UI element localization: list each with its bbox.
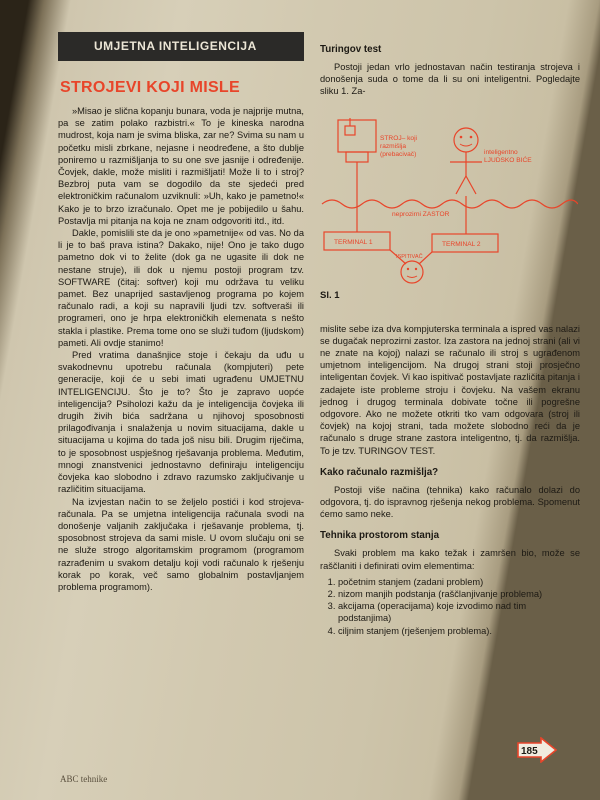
paragraph: Svaki problem ma kako težak i zamršen bio, može se raščlaniti i definirati ovim elementima: — [320, 548, 580, 571]
figure-svg — [320, 104, 578, 286]
section-header: UMJETNA INTELIGENCIJA — [58, 32, 304, 61]
terminal-1-label: TERMINAL 1 — [334, 238, 373, 246]
figure-caption: Sl. 1 — [320, 289, 340, 301]
human-leg-right — [466, 176, 476, 194]
left-column — [58, 32, 304, 593]
screen-label: neprozirni ZASTOR — [392, 210, 450, 218]
paragraph: Dakle, pomislili ste da je ono »pametnije« od vas. No da li je to baš prava istina? Dakako, nije! Ono je tako dugo pametno dok vi to želite (dok ga ne ugasite ili dok ne nestane struje), ili dok u njemu postoji program tzv. SOFTWARE (čitaj: softver) koji mu održava tu veliku pamet. Bez unaprijed sastavljenog programa po kojem računalo radi, a koji su napravili ljudi tzv. softveraši ili programeri, ono je hrpa elektroničkih elemenata s nešto stakla i plastike. Prema tome ono se služi tuđom (ljudskom) pameti. Ali ovdje stanimo! — [58, 228, 304, 348]
section-title: Kako računalo razmišlja? — [320, 466, 439, 478]
section-title: Turingov test — [320, 44, 382, 55]
list-item: 4. ciljnim stanjem (rješenjem problema). — [338, 625, 580, 637]
arrow-icon — [517, 737, 557, 763]
right-column — [320, 44, 580, 637]
list-item: 2. nizom manjih podstanja (raščlanjivanje problema) — [338, 588, 580, 600]
machine-label: STROJ– koji — [380, 134, 418, 142]
steps-list — [320, 576, 580, 637]
machine-screen-shape — [338, 120, 376, 152]
machine-stand — [346, 152, 368, 162]
paragraph: »Misao je slična kopanju bunara, voda je najprije mutna, pa se zatim polako razbistri.« To je kineska narodna mudrost, koja nam je svima bliska, zar ne? Svima su nam u početku misli zbrkane, nejasne i neodređene, a što dublje poniremo u razmišljanja to su one sve jasnije i određenije. Čovjek, dakle, može misliti i razmišljati! Može li to i stroj? Bezbroj puta vam se dogodilo da ste sjedeći pred elektroničkim računalom uzviknuli: »Uh, kako je pametno!« Kako je to brzo izračunalo. Opet me je pobijedilo u šahu. Postavlja mi pitanja na koja ne znam odgovoriti itd., itd. — [58, 106, 304, 226]
footer-text: ABC tehnike — [60, 774, 108, 784]
human-leg-left — [456, 176, 466, 194]
paragraph: mislite sebe iza dva kompjuterska terminala a ispred vas nalazi se dugačak neprozirni zastor. Iza zastora na jednoj strani (ali vi ne znate na kojoj) nalazi se računalo ili stroj s ugrađenom umjetnom inteligencijom. Na drugoj strani stoji prosječno inteligentan čovjek. Vi kao ispitivač postavljate različita pitanja i zadajete iste probleme stroju i čovjeku. Na vašem ekranu jednog i drugog terminala dobivate točne ili pogrešne odgovore. Ako ne možete otkriti tko vam odgovara (stroj ili čovjek) na kojoj strani, tada možete slobodno reći da je računalo s druge strane zastora inteligentno, tj. da razmišlja. To je tzv. TURINGOV TEST. — [320, 323, 580, 456]
page-number: 185 — [521, 746, 538, 757]
list-item: 3. akcijama (operacijama) koje izvodimo nad tim podstanjima) — [338, 600, 580, 624]
paragraph: Na izvjestan način to se željelo postići i kod strojeva-računala. Pa se umjetna inteligencija računala svodi na donošenje valjanih zaključaka i rješavanje problema, tj. sposobnost strojeva da sami misle. U ovom slučaju oni se ne služe strogo algoritamskim programom (programom razrađenim u svakom detalju koji vodi računalo k rješenju korak po korak, več samo globalnim postavljanjem problema programom). — [58, 496, 304, 592]
list-item: 1. početnim stanjem (zadani problem) — [338, 576, 580, 588]
screen-wave — [322, 200, 578, 208]
article-title: STROJEVI KOJI MISLE — [60, 79, 240, 96]
machine-label: razmišlja — [380, 142, 407, 150]
turing-test-figure — [320, 104, 578, 286]
paragraph: Postoji jedan vrlo jednostavan način testiranja strojeva i donošenja suda o tome da li su oni inteligentni. Pogledajte sliku 1. Za- — [320, 62, 580, 97]
tester-head — [401, 261, 423, 283]
page-number-arrow — [517, 737, 557, 763]
human-label: LJUDSKO BIĆE — [484, 156, 532, 164]
paragraph: Postoji više načina (tehnika) kako računalo dolazi do odgovora, tj. do ispravnog rješenja nekog problema. Spomenut ćemo samo neke. — [320, 484, 580, 520]
machine-label: (prebacivač) — [380, 150, 417, 158]
machine-screen-inner — [345, 126, 355, 135]
paragraph: Pred vratima današnjice stoje i čekaju da uđu u svakodnevnu upotrebu računala (kompjuteri) pete generacije, koji će u sebi imati ugrađenu UMJETNU INTELIGENCIJU. Što je to? Što je zapravo uopće inteligencija? Psiholozi kažu da je inteligencija čovjeka ili drugih živih bića sadržana u njihovoj sposobnosti prilagođivanja i snalaženja u novim situacijama, dakle u situacijama u kojima do tada još nisu bili. Drugim riječima, to je sposobnost uspješnog rješavanja problema. Međutim, mnogi znanstvenici jednostavno definiraju inteligenciju čovjeka kao slobodno i zdravo razumsko zaključivanje u različitim situacijama. — [58, 350, 304, 495]
terminal-2-label: TERMINAL 2 — [442, 240, 481, 248]
section-title: Tehnika prostorom stanja — [320, 530, 440, 542]
tester-label: ISPITIVAČ — [396, 253, 423, 260]
human-label: inteligentno — [484, 148, 518, 156]
human-head — [454, 128, 478, 152]
